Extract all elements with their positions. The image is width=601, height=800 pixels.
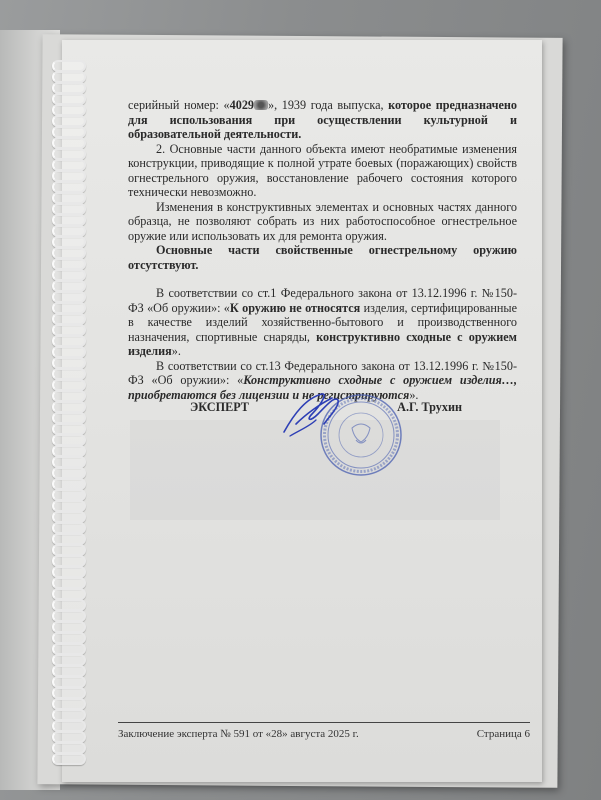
- text-fragment-bold: К оружию не относятся: [229, 300, 361, 315]
- document-body: [128, 98, 517, 402]
- paragraph-5: [128, 286, 517, 359]
- spacer: [128, 272, 517, 286]
- text-fragment-bold: конструктивно сходные с оружием изделия: [128, 329, 517, 358]
- text-fragment: ».: [171, 344, 181, 358]
- text-fragment: серийный номер: «: [128, 98, 230, 112]
- redacted-mark-icon: [254, 100, 268, 110]
- spiral-binding: [44, 60, 84, 780]
- paragraph-serial: [128, 98, 517, 142]
- serial-number: 4029: [229, 98, 254, 112]
- footer-divider: [118, 722, 530, 723]
- expert-name: А.Г. Трухин: [397, 400, 462, 414]
- text-fragment: В соответствии со ст.13 Федерального закона от 13.12.1996 г. №150-ФЗ «Об оружии»: «: [128, 358, 517, 387]
- paragraph-2: 2. Основные части данного объекта имеют необратимые изменения конструкции, приводящие к полной утрате боевых (поражающих) свойств огнестрельного оружия, восстановление рабочего состояния которого технически невозможно.: [128, 141, 517, 199]
- footer-page-number: Страница 6: [476, 728, 530, 740]
- expert-label: ЭКСПЕРТ: [190, 400, 249, 414]
- paragraph-3: Изменения в конструктивных элементах и основных частях данного образца, не позволяют собрать из них работоспособное огнестрельное оружие или использовать их для ремонта оружия.: [128, 199, 517, 243]
- text-fragment-bold-italic: Конструктивно сходные с оружием изделия…, приобретаются без лицензии и не регистрируются: [128, 373, 517, 402]
- text-fragment: », 1939 года выпуска,: [268, 98, 389, 112]
- text-fragment-bold: которое предназначено для использования при осуществлении культурной и образовательной деятельности.: [128, 98, 517, 141]
- paragraph-4: Основные части свойственные огнестрельному оружию отсутствуют.: [128, 243, 517, 272]
- binding-ring: [52, 753, 86, 765]
- footer-document-ref: Заключение эксперта № 591 от «28» августа 2025 г.: [118, 728, 359, 740]
- text-fragment: ».: [409, 387, 419, 402]
- text-fragment: В соответствии со ст.1 Федерального закона от 13.12.1996 г. №150-ФЗ «Об оружии»: «: [128, 286, 517, 315]
- text-fragment: изделия, сертифицированные в качестве изделий хозяйственно-бытового и производственного назначения, спортивные снаряды,: [128, 300, 517, 344]
- handwritten-signature-icon: [276, 384, 356, 444]
